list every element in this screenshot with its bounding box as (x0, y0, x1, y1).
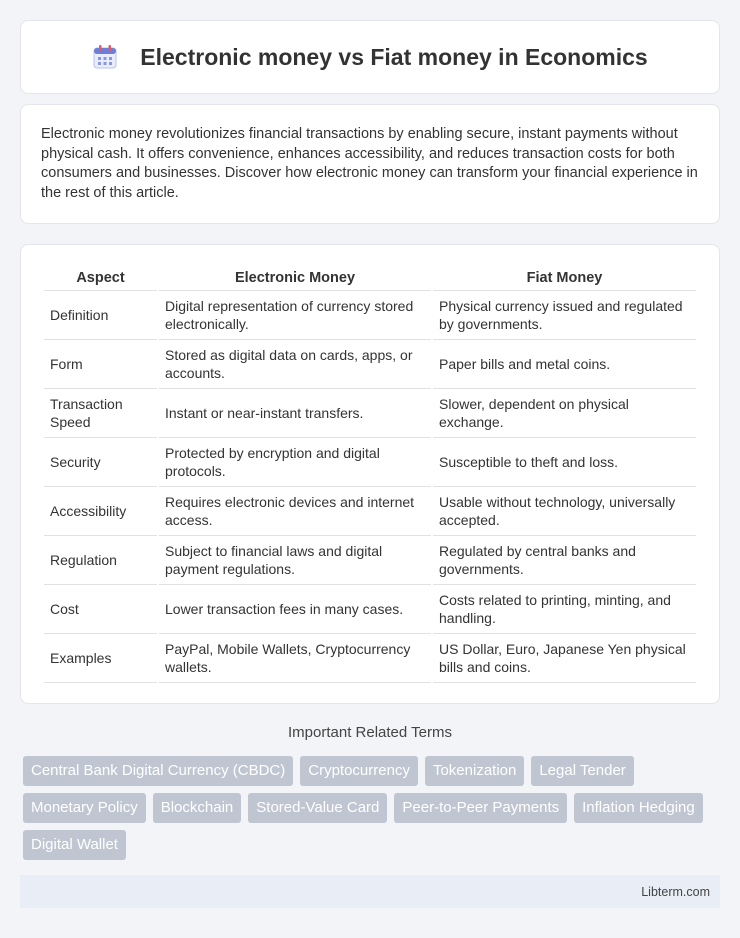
cell-aspect: Security (44, 438, 157, 487)
table-row (44, 438, 696, 487)
table-row (44, 340, 696, 389)
cell-electronic-money: Lower transaction fees in many cases. (159, 585, 431, 634)
cell-aspect: Examples (44, 634, 157, 683)
tag-digital-wallet[interactable]: Digital Wallet (23, 830, 126, 860)
cell-fiat-money: US Dollar, Euro, Japanese Yen physical bills and coins. (433, 634, 696, 683)
cell-fiat-money: Regulated by central banks and governments. (433, 536, 696, 585)
cell-fiat-money: Paper bills and metal coins. (433, 340, 696, 389)
table-row (44, 634, 696, 683)
column-header-aspect: Aspect (44, 267, 157, 291)
comparison-table (42, 267, 698, 683)
calendar-icon (92, 44, 118, 70)
cell-fiat-money: Susceptible to theft and loss. (433, 438, 696, 487)
footer (20, 875, 720, 908)
footer-brand-link[interactable]: Libterm.com (641, 884, 710, 899)
comparison-table-card (20, 244, 720, 704)
column-header-electronic-money: Electronic Money (159, 267, 431, 291)
table-header-row (44, 267, 696, 291)
cell-electronic-money: Stored as digital data on cards, apps, or accounts. (159, 340, 431, 389)
tag-cryptocurrency[interactable]: Cryptocurrency (300, 756, 418, 786)
tag-monetary-policy[interactable]: Monetary Policy (23, 793, 146, 823)
cell-electronic-money: Protected by encryption and digital protocols. (159, 438, 431, 487)
cell-electronic-money: PayPal, Mobile Wallets, Cryptocurrency wallets. (159, 634, 431, 683)
table-row (44, 291, 696, 340)
cell-aspect: Cost (44, 585, 157, 634)
table-row (44, 389, 696, 438)
cell-aspect: Regulation (44, 536, 157, 585)
intro-text: Electronic money revolutionizes financial transactions by enabling secure, instant payments without physical cash. It offers convenience, enhances accessibility, and reduces transaction costs for both consumers and businesses. Discover how electronic money can transform your financial experience in the rest of this article. (41, 126, 698, 201)
table-row (44, 585, 696, 634)
tag-stored-value-card[interactable]: Stored-Value Card (248, 793, 387, 823)
cell-electronic-money: Digital representation of currency stored electronically. (159, 291, 431, 340)
tag-tokenization[interactable]: Tokenization (425, 756, 524, 786)
cell-aspect: Form (44, 340, 157, 389)
table-row (44, 487, 696, 536)
cell-electronic-money: Instant or near-instant transfers. (159, 389, 431, 438)
cell-fiat-money: Usable without technology, universally accepted. (433, 487, 696, 536)
cell-fiat-money: Slower, dependent on physical exchange. (433, 389, 696, 438)
cell-fiat-money: Physical currency issued and regulated by governments. (433, 291, 696, 340)
related-terms-title: Important Related Terms (288, 724, 452, 741)
cell-fiat-money: Costs related to printing, minting, and handling. (433, 585, 696, 634)
cell-electronic-money: Requires electronic devices and internet access. (159, 487, 431, 536)
cell-electronic-money: Subject to financial laws and digital payment regulations. (159, 536, 431, 585)
tag-blockchain[interactable]: Blockchain (153, 793, 242, 823)
header-card (20, 20, 720, 94)
tag-cbdc[interactable]: Central Bank Digital Currency (CBDC) (23, 756, 293, 786)
tag-inflation-hedging[interactable]: Inflation Hedging (574, 793, 703, 823)
cell-aspect: Transaction Speed (44, 389, 157, 438)
table-row (44, 536, 696, 585)
column-header-fiat-money: Fiat Money (433, 267, 696, 291)
intro-card (20, 104, 720, 224)
page-title: Electronic money vs Fiat money in Economics (140, 43, 648, 70)
tag-peer-to-peer-payments[interactable]: Peer-to-Peer Payments (394, 793, 567, 823)
cell-aspect: Accessibility (44, 487, 157, 536)
cell-aspect: Definition (44, 291, 157, 340)
related-terms-list (23, 756, 723, 860)
tag-legal-tender[interactable]: Legal Tender (531, 756, 633, 786)
